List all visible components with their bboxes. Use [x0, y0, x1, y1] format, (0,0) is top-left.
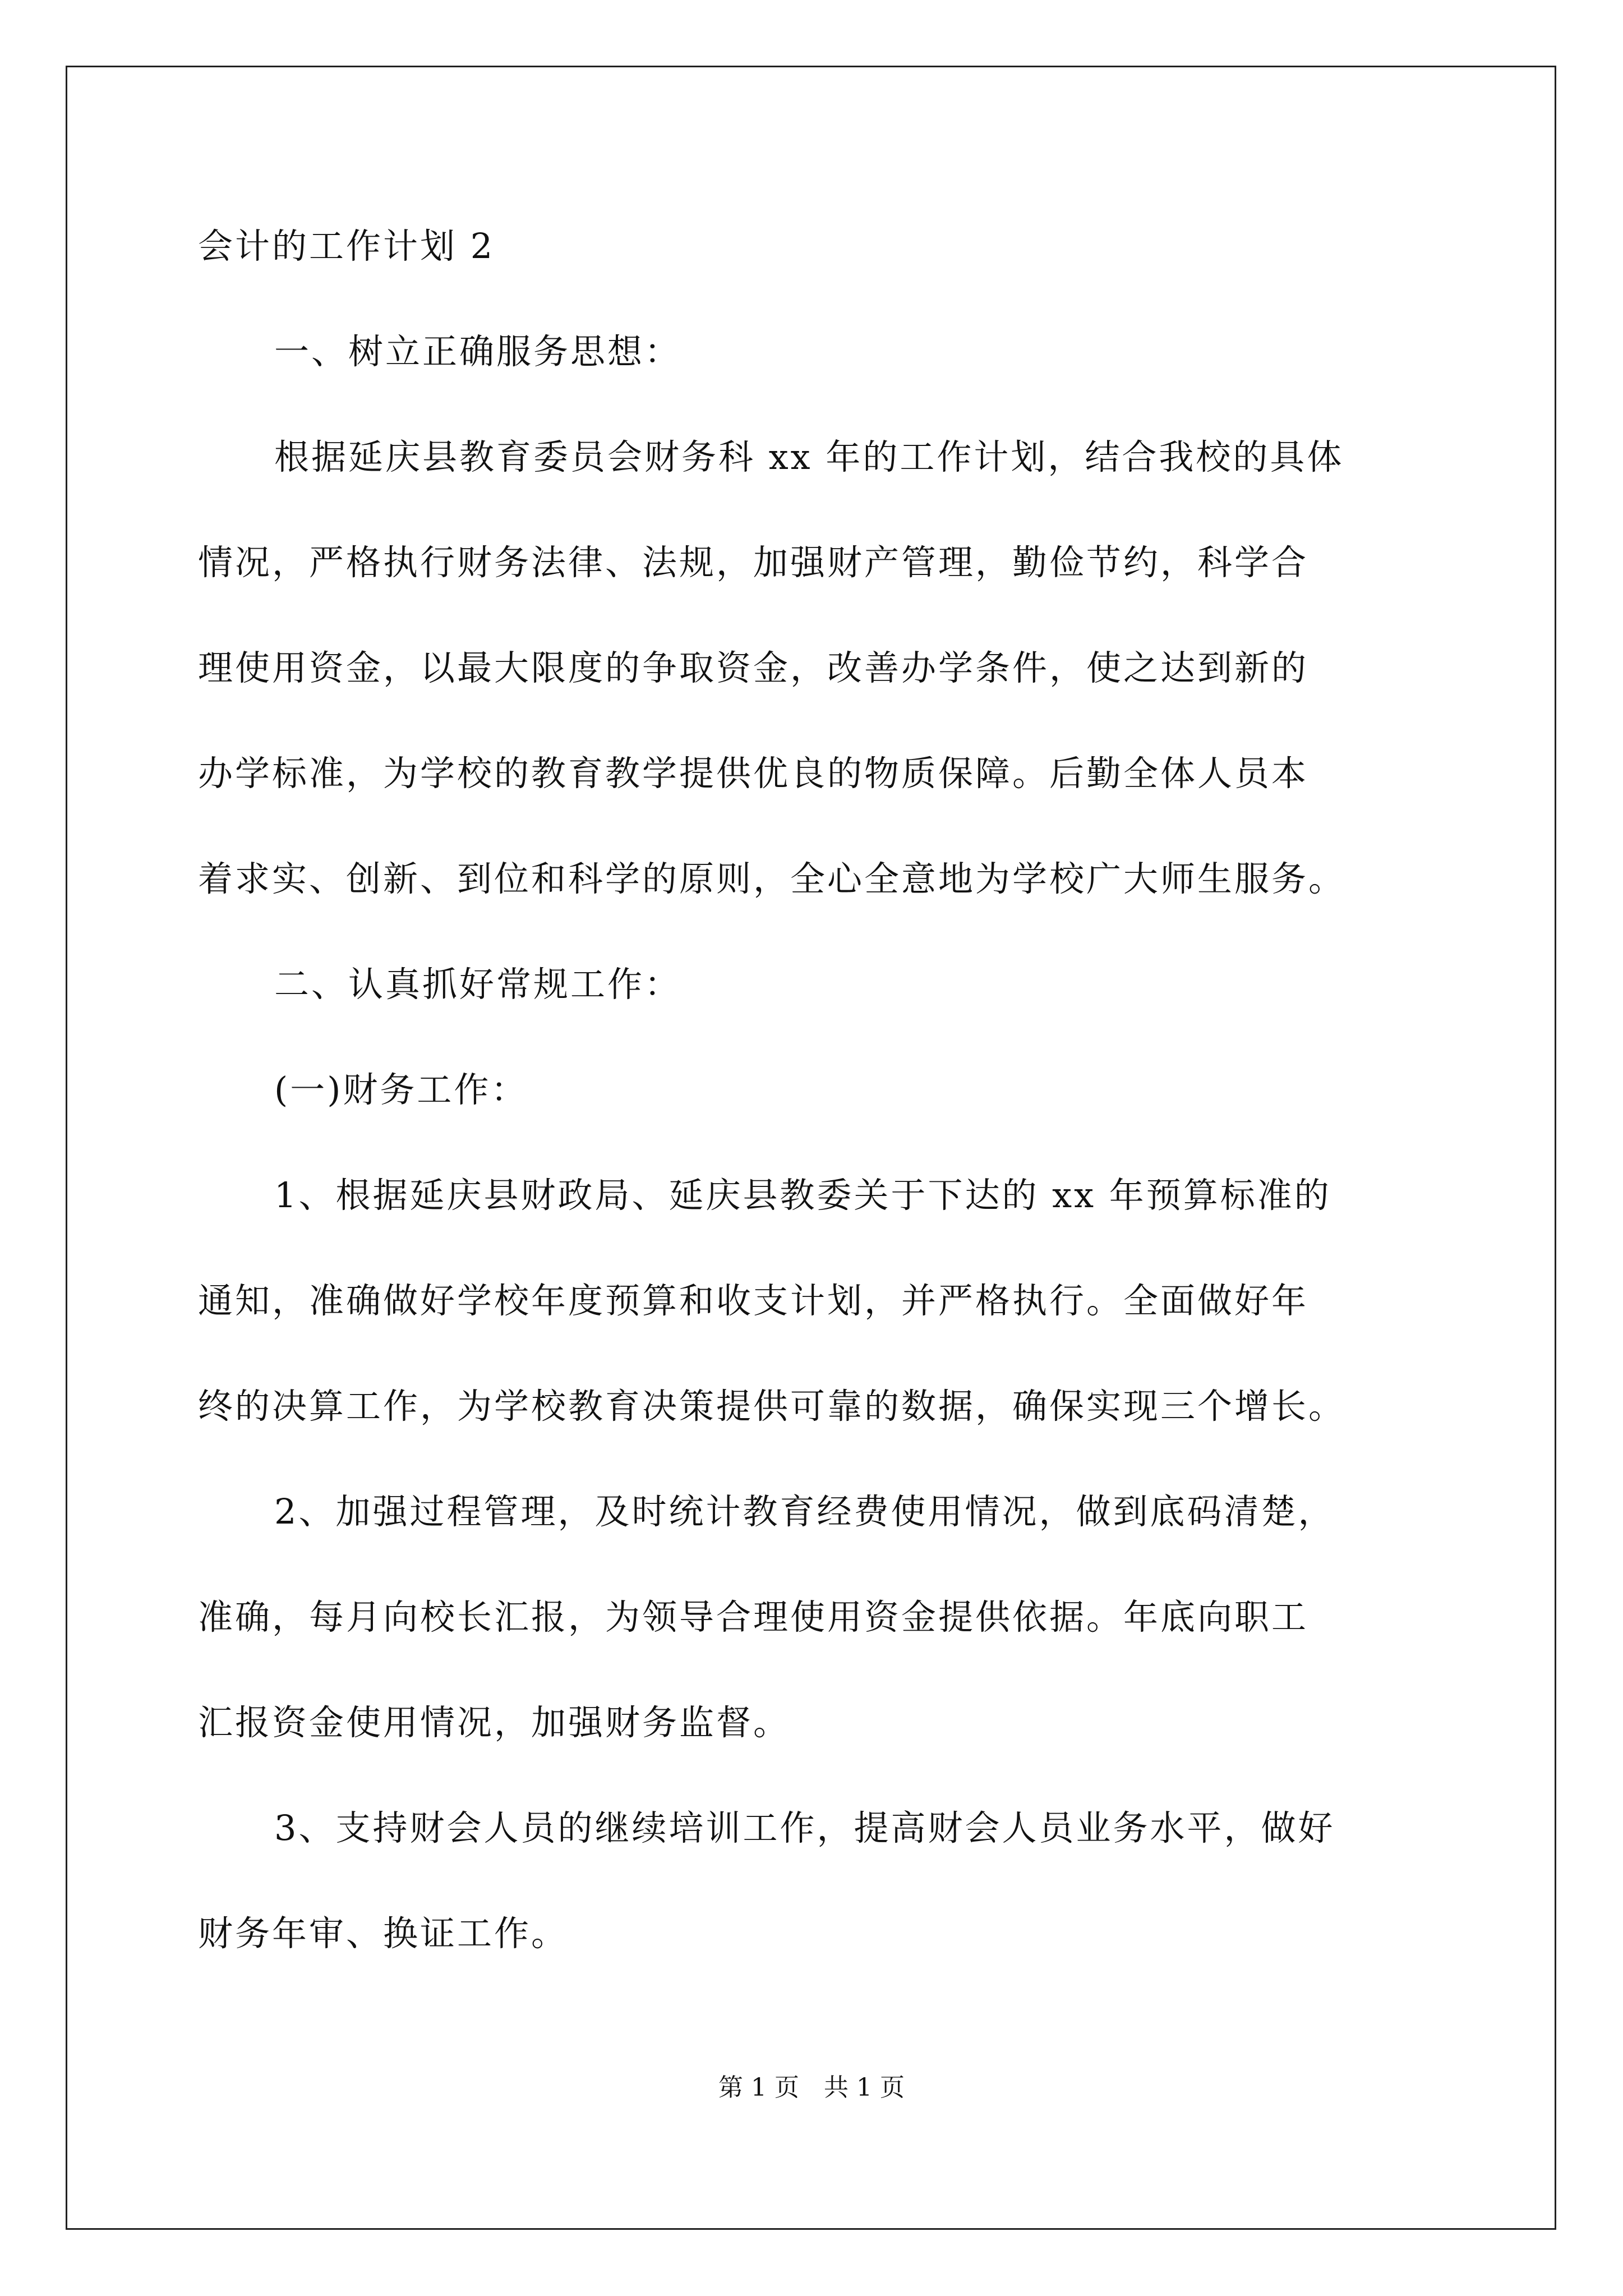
section-heading-1: 一、树立正确服务思想：	[274, 331, 682, 372]
paragraph-line: 办学标准，为学校的教育教学提供优良的物质保障。后勤全体人员本	[198, 753, 1309, 794]
section-heading-2: 二、认真抓好常规工作：	[274, 964, 682, 1005]
page-footer: 第 1 页 共 1 页	[718, 2073, 905, 2102]
document-body	[198, 219, 1432, 1961]
paragraph-line: 理使用资金，以最大限度的争取资金，改善办学条件，使之达到新的	[198, 647, 1309, 688]
list-item-line: 汇报资金使用情况，加强财务监督。	[198, 1702, 791, 1743]
paragraph-line: 根据延庆县教育委员会财务科 xx 年的工作计划，结合我校的具体	[274, 436, 1344, 477]
list-item-line: 通知，准确做好学校年度预算和收支计划，并严格执行。全面做好年	[198, 1280, 1309, 1321]
document-title: 会计的工作计划 2	[198, 226, 495, 266]
list-item-line: 准确，每月向校长汇报，为领导合理使用资金提供依据。年底向职工	[198, 1596, 1309, 1637]
paragraph-line: 情况，严格执行财务法律、法规，加强财产管理，勤俭节约，科学合	[198, 542, 1309, 583]
paragraph-line: 着求实、创新、到位和科学的原则，全心全意地为学校广大师生服务。	[198, 858, 1346, 899]
list-item-line: 2、加强过程管理，及时统计教育经费使用情况，做到底码清楚，	[274, 1491, 1335, 1532]
list-item-line: 财务年审、换证工作。	[198, 1913, 569, 1954]
subsection-heading-1: (一)财务工作：	[274, 1069, 528, 1110]
list-item-line: 1、根据延庆县财政局、延庆县教委关于下达的 xx 年预算标准的	[274, 1175, 1331, 1216]
list-item-line: 3、支持财会人员的继续培训工作，提高财会人员业务水平，做好	[274, 1807, 1335, 1848]
list-item-line: 终的决算工作，为学校教育决策提供可靠的数据，确保实现三个增长。	[198, 1386, 1346, 1427]
